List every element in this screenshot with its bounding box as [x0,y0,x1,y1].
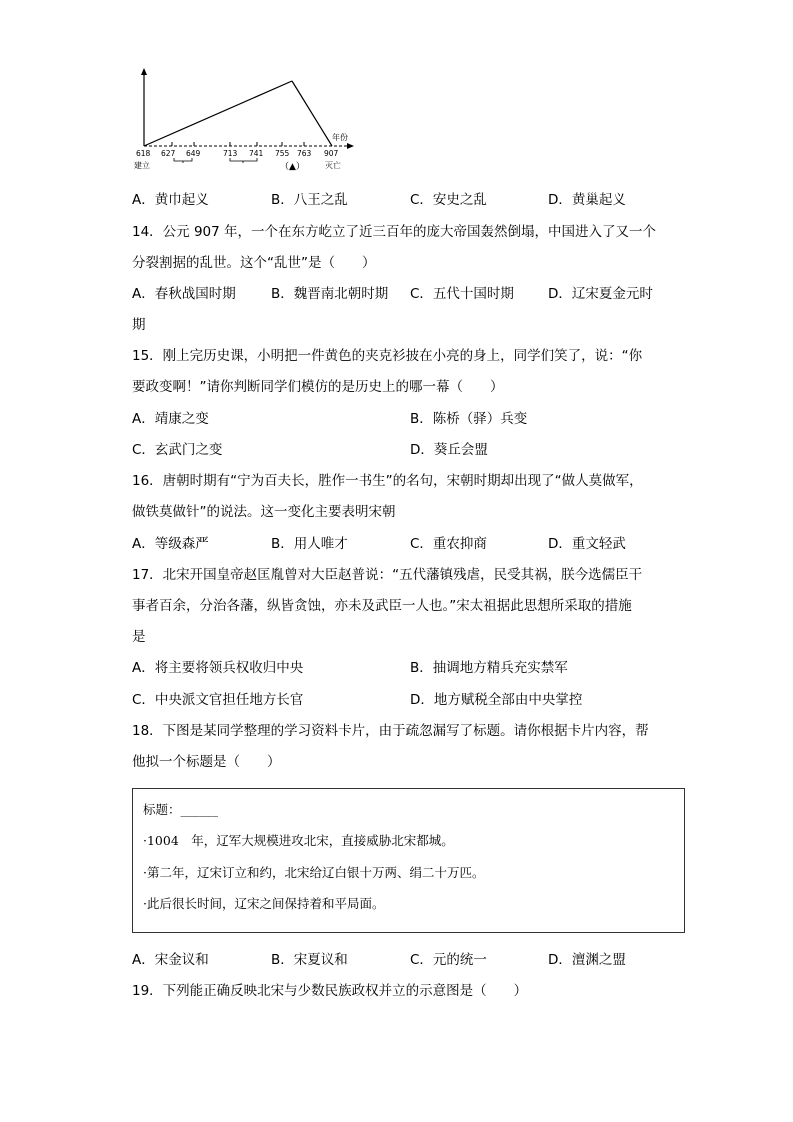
q16-stem: 16．唐朝时期有“宁为百夫长，胜作一书生”的名句，宋朝时期却出现了“做人莫做军， [132,473,643,489]
q14-option-b[interactable]: B．魏晋南北朝时期 [271,286,389,302]
tick-label: 649 [186,149,201,158]
q15-stem: 要政变啊！”请你判断同学们模仿的是历史上的哪一幕（ ） [132,379,504,395]
q18-option-c[interactable]: C．元的统一 [410,952,487,968]
bracket-713-741 [230,158,257,163]
q18-option-d[interactable]: D．澶渊之盟 [548,952,626,968]
end-label: 灭亡 [325,161,341,170]
card-line: ·此后很长时间，辽宋之间保持着和平局面。 [143,896,385,911]
tick-label: 713 [223,149,238,158]
axis-label: 年份 [332,133,348,142]
q15-option-b[interactable]: B．陈桥（驿）兵变 [410,411,528,427]
dynasty-trend-diagram [130,66,370,174]
tick-label: 741 [249,149,264,158]
card-line: ·1004 年，辽军大规模进攻北宋，直接威胁北宋都城。 [143,833,454,848]
tick-label: 763 [297,149,312,158]
x-axis-arrow [347,143,354,149]
q17-stem: 是 [132,629,146,645]
card-line: ·第二年，辽宋订立和约，北宋给辽白银十万两、绢二十万匹。 [143,865,485,880]
q17-stem: 17．北宋开国皇帝赵匡胤曾对大臣赵普说：“五代藩镇残虐，民受其祸，朕今选儒臣干 [132,567,643,583]
q17-option-d[interactable]: D．地方赋税全部由中央掌控 [410,692,583,708]
q14-option-d-wrap: 期 [132,317,146,333]
q15-option-c[interactable]: C．玄武门之变 [132,442,223,458]
q18-stem: 18．下图是某同学整理的学习资料卡片，由于疏忽漏写了标题。请你根据卡片内容，帮 [132,723,649,739]
end-year-label: 907 [324,149,339,158]
q16-option-a[interactable]: A．等级森严 [132,536,209,552]
q19-stem: 19．下列能正确反映北宋与少数民族政权并立的示意图是（ ） [132,983,528,999]
q18-option-a[interactable]: A．宋金议和 [132,952,209,968]
q16-stem: 做铁莫做针”的说法。这一变化主要表明宋朝 [132,504,396,520]
q14-stem: 14．公元 907 年，一个在东方屹立了近三百年的庞大帝国轰然倒塌，中国进入了又一个 [132,224,657,240]
q17-option-c[interactable]: C．中央派文官担任地方长官 [132,692,304,708]
marker-label: （▲） [280,162,305,172]
study-card [132,788,685,933]
q13-option-c[interactable]: C．安史之乱 [410,192,487,208]
q15-option-d[interactable]: D．葵丘会盟 [410,442,488,458]
y-axis-arrow [141,68,147,75]
q13-option-a[interactable]: A．黄巾起义 [132,192,209,208]
start-label: 建立 [134,161,150,170]
q17-option-a[interactable]: A．将主要将领兵权收归中央 [132,660,304,676]
start-year-label: 618 [136,149,151,158]
tick-label: 627 [161,149,176,158]
q13-option-b[interactable]: B．八王之乱 [271,192,348,208]
q14-option-a[interactable]: A．春秋战国时期 [132,286,236,302]
q14-stem: 分裂割据的乱世。这个“乱世”是（ ） [132,255,376,271]
rise-line [144,81,292,146]
bracket-627-649 [174,158,192,163]
tick-label: 755 [275,149,290,158]
q18-option-b[interactable]: B．宋夏议和 [271,952,348,968]
q17-option-b[interactable]: B．抽调地方精兵充实禁军 [410,660,568,676]
q16-option-b[interactable]: B．用人唯才 [271,536,348,552]
q14-option-d[interactable]: D．辽宋夏金元时 [548,286,653,302]
card-title: 标题：______ [143,802,219,817]
q16-option-d[interactable]: D．重文轻武 [548,536,626,552]
q14-option-c[interactable]: C．五代十国时期 [410,286,514,302]
q15-option-a[interactable]: A．靖康之变 [132,411,209,427]
q18-stem: 他拟一个标题是（ ） [132,754,281,770]
q17-stem: 事者百余，分治各藩，纵皆贪蚀，亦未及武臣一人也。”宋太祖据此思想所采取的措施 [132,598,632,614]
q16-option-c[interactable]: C．重农抑商 [410,536,487,552]
fall-line [292,81,332,146]
q15-stem: 15．刚上完历史课，小明把一件黄色的夹克衫披在小亮的身上，同学们笑了，说：“你 [132,348,643,364]
q13-option-d[interactable]: D．黄巢起义 [548,192,626,208]
